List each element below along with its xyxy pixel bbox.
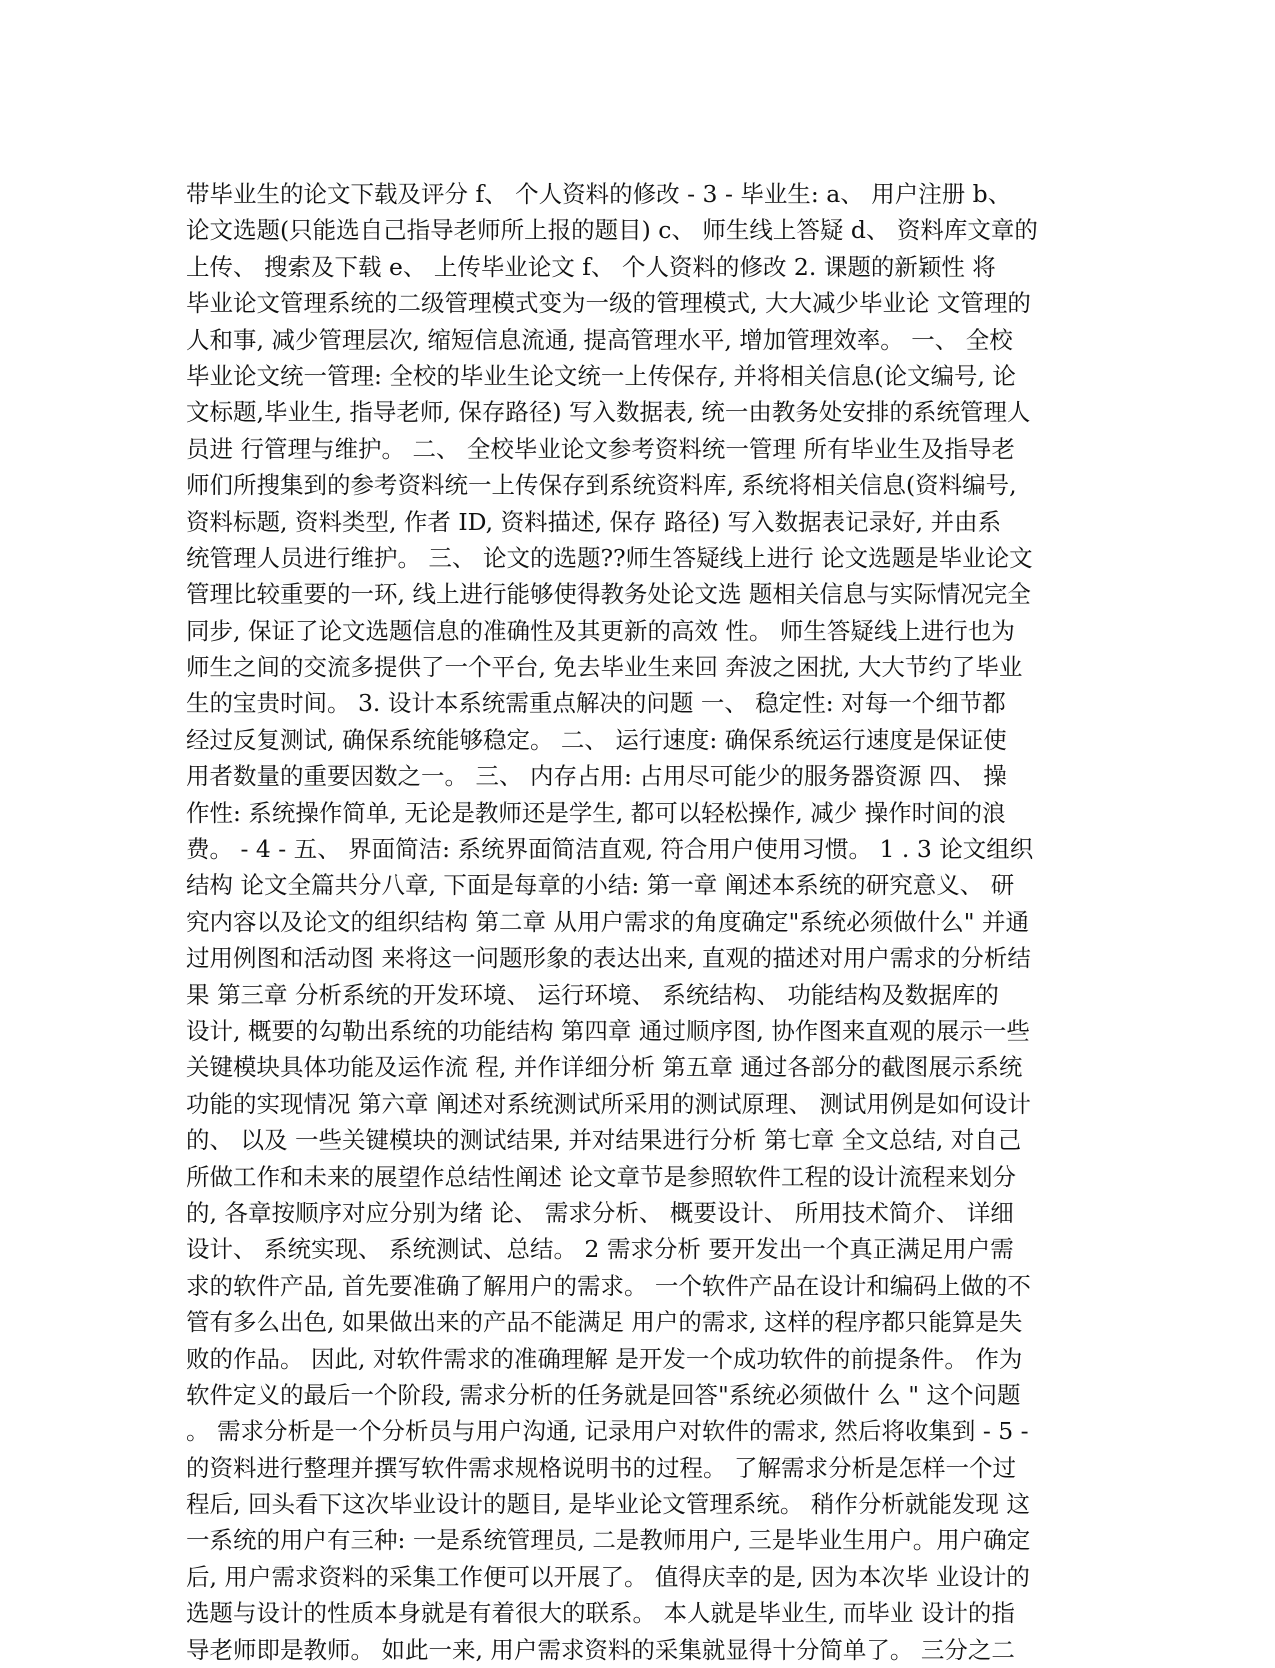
text-line: 上传、 搜索及下载 e、 上传毕业论文 f、 个人资料的修改 2. 课题的新颖性 将 <box>186 252 996 281</box>
text-line: 选题与设计的性质本身就是有着很大的联系。 本人就是毕业生, 而毕业 设计的指 <box>186 1599 1015 1628</box>
text-line: 师们所搜集到的参考资料统一上传保存到系统资料库, 系统将相关信息(资料编号, <box>186 471 1017 500</box>
text-line: 关键模块具体功能及运作流 程, 并作详细分析 第五章 通过各部分的截图展示系统 <box>186 1053 1023 1082</box>
text-line: 一系统的用户有三种: 一是系统管理员, 二是教师用户, 三是毕业生用户。用户确定 <box>186 1526 1031 1555</box>
text-line: 统管理人员进行维护。 三、 论文的选题??师生答疑线上进行 论文选题是毕业论文 <box>186 543 1033 572</box>
text-line: 用者数量的重要因数之一。 三、 内存占用: 占用尽可能少的服务器资源 四、 操 <box>186 762 1007 791</box>
text-line: 结构 论文全篇共分八章, 下面是每章的小结: 第一章 阐述本系统的研究意义、 研 <box>186 871 1015 900</box>
text-line: 论文选题(只能选自己指导老师所上报的题目) c、 师生线上答疑 d、 资料库文章的 <box>186 216 1038 245</box>
text-line: 软件定义的最后一个阶段, 需求分析的任务就是回答"系统必须做什 么 " 这个问题 <box>186 1380 1021 1409</box>
text-line: 毕业论文管理系统的二级管理模式变为一级的管理模式, 大大减少毕业论 文管理的 <box>186 289 1031 318</box>
text-line: 究内容以及论文的组织结构 第二章 从用户需求的角度确定"系统必须做什么" 并通 <box>186 907 1030 936</box>
text-line: 管有多么出色, 如果做出来的产品不能满足 用户的需求, 这样的程序都只能算是失 <box>186 1308 1023 1337</box>
text-line: 同步, 保证了论文选题信息的准确性及其更新的高效 性。 师生答疑线上进行也为 <box>186 616 1015 645</box>
text-line: 设计、 系统实现、 系统测试、总结。 2 需求分析 要开发出一个真正满足用户需 <box>186 1235 1014 1264</box>
text-line: 员进 行管理与维护。 二、 全校毕业论文参考资料统一管理 所有毕业生及指导老 <box>186 434 1015 463</box>
body-text <box>186 176 1086 1668</box>
text-line: 过用例图和活动图 来将这一问题形象的表达出来, 直观的描述对用户需求的分析结 <box>186 944 1031 973</box>
text-line: 导老师即是教师。 如此一来, 用户需求资料的采集就显得十分简单了。 三分之二 <box>186 1635 1015 1664</box>
text-line: 费。 - 4 - 五、 界面简洁: 系统界面简洁直观, 符合用户使用习惯。 1 . 3 论文组织 <box>186 835 1034 864</box>
text-line: 功能的实现情况 第六章 阐述对系统测试所采用的测试原理、 测试用例是如何设计 <box>186 1089 1031 1118</box>
text-line: 管理比较重要的一环, 线上进行能够使得教务处论文选 题相关信息与实际情况完全 <box>186 580 1031 609</box>
text-line: 资料标题, 资料类型, 作者 ID, 资料描述, 保存 路径) 写入数据表记录好, 并由系 <box>186 507 1002 536</box>
text-line: 所做工作和未来的展望作总结性阐述 论文章节是参照软件工程的设计流程来划分 <box>186 1162 1016 1191</box>
text-line: 设计, 概要的勾勒出系统的功能结构 第四章 通过顺序图, 协作图来直观的展示一些 <box>186 1016 1030 1045</box>
text-line: 人和事, 减少管理层次, 缩短信息流通, 提高管理水平, 增加管理效率。 一、 全校 <box>186 325 1013 354</box>
text-line: 带毕业生的论文下载及评分 f、 个人资料的修改 - 3 - 毕业生: a、 用户注册 b、 <box>186 180 1012 208</box>
text-line: 后, 用户需求资料的采集工作便可以开展了。 值得庆幸的是, 因为本次毕 业设计的 <box>186 1562 1030 1591</box>
text-line: 的, 各章按顺序对应分别为绪 论、 需求分析、 概要设计、 所用技术简介、 详细 <box>186 1198 1014 1227</box>
text-line: 程后, 回头看下这次毕业设计的题目, 是毕业论文管理系统。 稍作分析就能发现 这 <box>186 1490 1030 1519</box>
text-line: 。 需求分析是一个分析员与用户沟通, 记录用户对软件的需求, 然后将收集到 - 5 - <box>186 1417 1029 1446</box>
text-line: 求的软件产品, 首先要准确了解用户的需求。 一个软件产品在设计和编码上做的不 <box>186 1271 1031 1300</box>
text-line: 文标题,毕业生, 指导老师, 保存路径) 写入数据表, 统一由教务处安排的系统管理人 <box>186 398 1031 427</box>
text-line: 师生之间的交流多提供了一个平台, 免去毕业生来回 奔波之困扰, 大大节约了毕业 <box>186 653 1023 682</box>
text-line: 败的作品。 因此, 对软件需求的准确理解 是开发一个成功软件的前提条件。 作为 <box>186 1344 1023 1373</box>
text-line: 作性: 系统操作简单, 无论是教师还是学生, 都可以轻松操作, 减少 操作时间的浪 <box>186 798 1006 827</box>
text-line: 经过反复测试, 确保系统能够稳定。 二、 运行速度: 确保系统运行速度是保证使 <box>186 725 1007 754</box>
text-line: 的资料进行整理并撰写软件需求规格说明书的过程。 了解需求分析是怎样一个过 <box>186 1453 1016 1482</box>
text-line: 生的宝贵时间。 3. 设计本系统需重点解决的问题 一、 稳定性: 对每一个细节都 <box>186 689 1006 718</box>
text-line: 的、 以及 一些关键模块的测试结果, 并对结果进行分析 第七章 全文总结, 对自己 <box>186 1126 1022 1155</box>
text-line: 果 第三章 分析系统的开发环境、 运行环境、 系统结构、 功能结构及数据库的 <box>186 980 999 1009</box>
text-line: 毕业论文统一管理: 全校的毕业生论文统一上传保存, 并将相关信息(论文编号, 论 <box>186 361 1016 390</box>
